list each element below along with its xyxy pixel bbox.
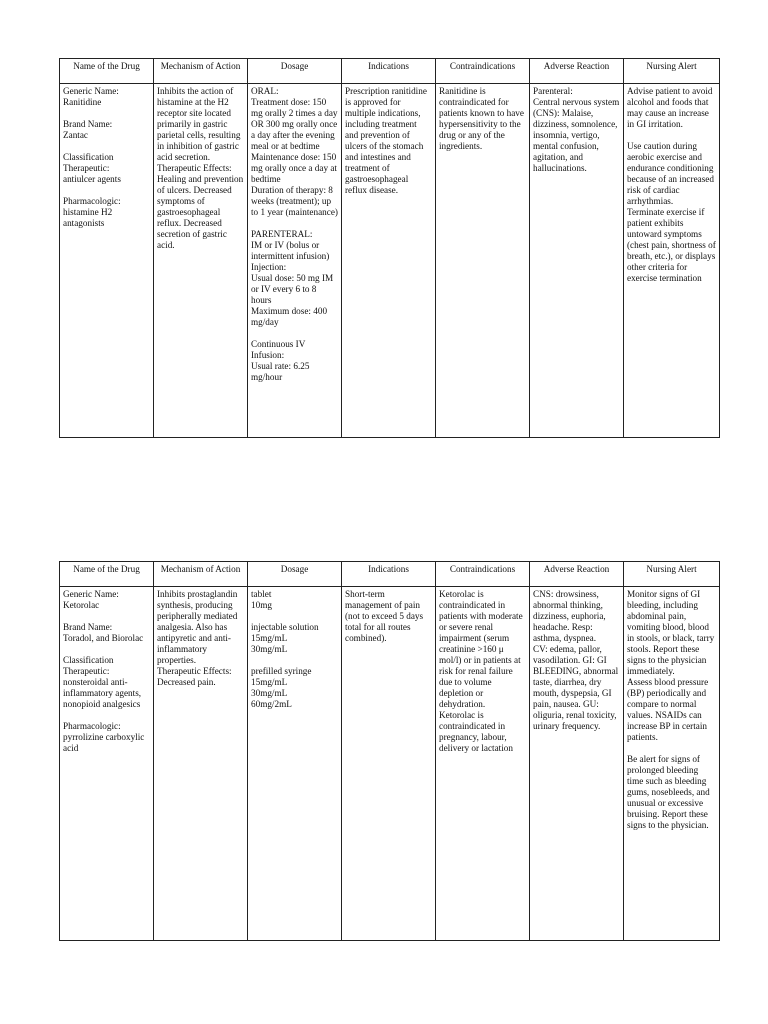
header-nursing-alert: Nursing Alert [624,59,720,84]
header-drug-name: Name of the Drug [60,562,154,587]
header-row [60,562,720,587]
cell-mechanism: Inhibits prostaglandin synthesis, producing peripherally mediated analgesia. Also has antipyretic and anti-inflammatory properties. Therapeutic Effects: Decreased pain. [154,587,248,941]
cell-nursing-alert: Monitor signs of GI bleeding, including abdominal pain, vomiting blood, blood in stools, or black, tarry stools. Report these signs to the physician immediately. Assess blood pressure (BP) periodically and compare to normal values. NSAIDs can increase BP in certain patients. Be alert for signs of prolonged bleeding time such as bleeding gums, nosebleeds, and unusual or excessive bruising. Report these signs to the physician. [624,587,720,941]
cell-mechanism: Inhibits the action of histamine at the H2 receptor site located primarily in gastric parietal cells, resulting in inhibition of gastric acid secretion. Therapeutic Effects: Healing and prevention of ulcers. Decreased symptoms of gastroesophageal reflux. Decreased secretion of gastric acid. [154,84,248,438]
ranitidine-table [59,58,720,438]
ketorolac-table [59,561,720,941]
header-mechanism: Mechanism of Action [154,562,248,587]
header-indications: Indications [342,562,436,587]
cell-drug-name: Generic Name: Ranitidine Brand Name: Zantac Classification Therapeutic: antiulcer agents Pharmacologic: histamine H2 antagonists [60,84,154,438]
cell-adverse-reaction: Parenteral: Central nervous system (CNS): Malaise, dizziness, somnolence, insomnia, vertigo, mental confusion, agitation, and hallucinations. [530,84,624,438]
cell-adverse-reaction: CNS: drowsiness, abnormal thinking, dizziness, euphoria, headache. Resp: asthma, dyspnea. CV: edema, pallor, vasodilation. GI: GI BLEEDING, abnormal taste, diarrhea, dry mouth, dyspepsia, GI pain, nausea. GU: oliguria, renal toxicity, urinary frequency. [530,587,624,941]
cell-indications: Short-term management of pain (not to exceed 5 days total for all routes combined). [342,587,436,941]
header-contraindications: Contraindications [436,59,530,84]
table-row [60,587,720,941]
header-dosage: Dosage [248,562,342,587]
header-nursing-alert: Nursing Alert [624,562,720,587]
header-contraindications: Contraindications [436,562,530,587]
header-mechanism: Mechanism of Action [154,59,248,84]
cell-indications: Prescription ranitidine is approved for multiple indications, including treatment and prevention of ulcers of the stomach and intestines and treatment of gastroesophageal reflux disease. [342,84,436,438]
cell-nursing-alert: Advise patient to avoid alcohol and foods that may cause an increase in GI irritation. Use caution during aerobic exercise and endurance conditioning because of an increased risk of cardiac arrhythmias. Terminate exercise if patient exhibits untoward symptoms (chest pain, shortness of breath, etc.), or displays other criteria for exercise termination [624,84,720,438]
header-drug-name: Name of the Drug [60,59,154,84]
cell-dosage: ORAL: Treatment dose: 150 mg orally 2 times a day OR 300 mg orally once a day after the evening meal or at bedtime Maintenance dose: 150 mg orally once a day at bedtime Duration of therapy: 8 weeks (treatment); up to 1 year (maintenance) PARENTERAL: IM or IV (bolus or intermittent infusion) Injection: Usual dose: 50 mg IM or IV every 6 to 8 hours Maximum dose: 400 mg/day Continuous IV Infusion: Usual rate: 6.25 mg/hour [248,84,342,438]
cell-contraindications: Ranitidine is contraindicated for patients known to have hypersensitivity to the drug or any of the ingredients. [436,84,530,438]
header-adverse-reaction: Adverse Reaction [530,59,624,84]
header-adverse-reaction: Adverse Reaction [530,562,624,587]
cell-dosage: tablet 10mg injectable solution 15mg/mL 30mg/mL prefilled syringe 15mg/mL 30mg/mL 60mg/2mL [248,587,342,941]
cell-contraindications: Ketorolac is contraindicated in patients with moderate or severe renal impairment (serum creatinine >160 μ mol/l) or in patients at risk for renal failure due to volume depletion or dehydration. Ketorolac is contraindicated in pregnancy, labour, delivery or lactation [436,587,530,941]
header-indications: Indications [342,59,436,84]
cell-drug-name: Generic Name: Ketorolac Brand Name: Toradol, and Biorolac Classification Therapeutic: nonsteroidal anti-inflammatory agents, nonopioid analgesics Pharmacologic: pyrrolizine carboxylic acid [60,587,154,941]
header-row [60,59,720,84]
table-row [60,84,720,438]
header-dosage: Dosage [248,59,342,84]
